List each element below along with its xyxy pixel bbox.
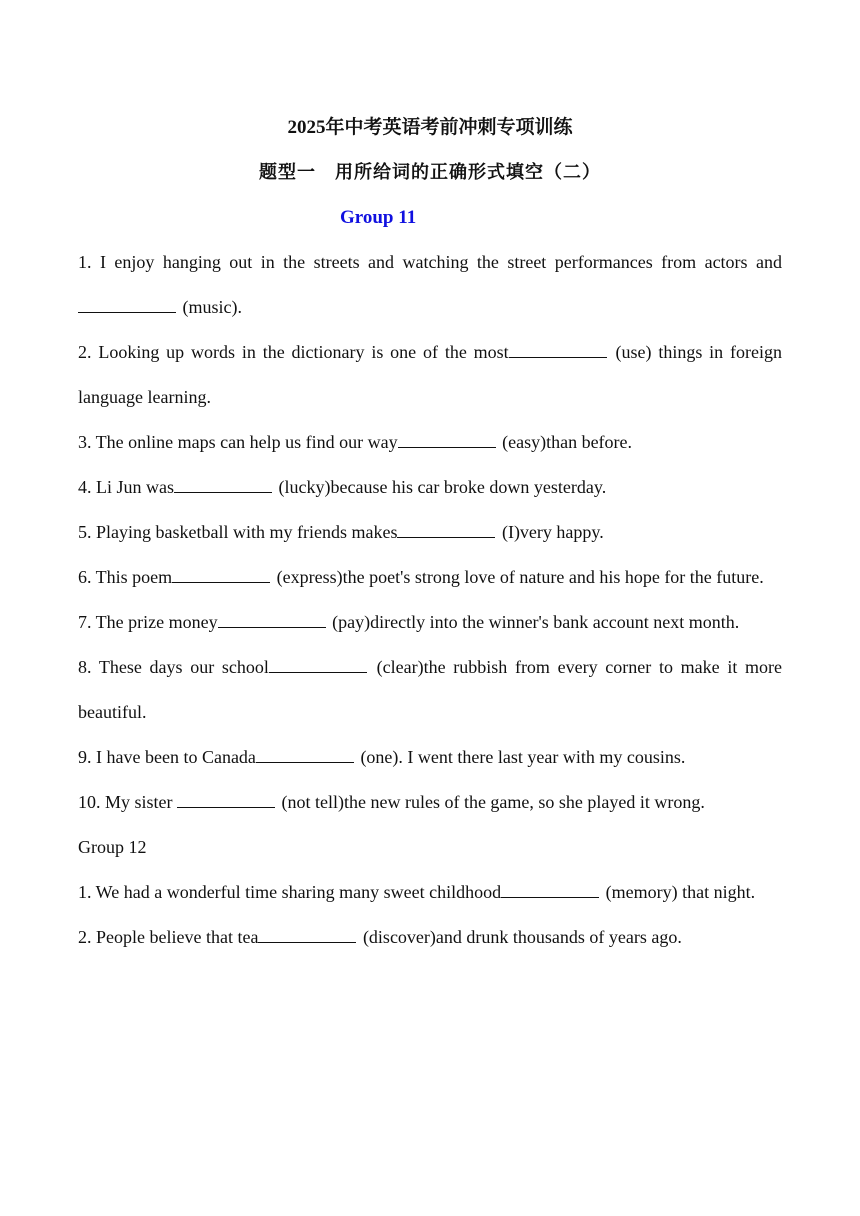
group-11-heading: Group 11 — [340, 207, 417, 228]
item-text: 1. I enjoy hanging out in the streets and watching the street performances from actors and — [78, 252, 782, 272]
item-hint: (memory) that night. — [601, 882, 756, 902]
answer-blank[interactable] — [397, 523, 495, 538]
exercise-item — [78, 600, 782, 645]
answer-blank[interactable] — [258, 928, 356, 943]
item-hint: (I)very happy. — [497, 522, 604, 542]
exercise-item — [78, 735, 782, 780]
item-hint: (clear)the rubbish from every corner to make it more beautiful. — [78, 657, 783, 722]
item-text: 4. Li Jun was — [78, 477, 174, 497]
page-title: 2025年中考英语考前冲刺专项训练 — [287, 117, 573, 138]
item-hint: (music). — [178, 297, 242, 317]
item-hint: (use) things in foreign language learning. — [78, 342, 782, 407]
answer-blank[interactable] — [78, 298, 176, 313]
item-text: 5. Playing basketball with my friends makes — [78, 522, 398, 542]
item-hint: (discover)and drunk thousands of years ago. — [358, 927, 682, 947]
answer-blank[interactable] — [174, 478, 272, 493]
answer-blank[interactable] — [256, 748, 354, 763]
exercise-list — [78, 240, 782, 960]
item-hint: (express)the poet's strong love of nature and his hope for the future. — [272, 567, 764, 587]
item-hint: (easy)than before. — [497, 432, 633, 452]
exercise-item — [78, 645, 782, 735]
item-text: 7. The prize money — [78, 612, 218, 632]
exercise-item — [78, 870, 782, 915]
item-hint: (one). I went there last year with my cousins. — [355, 747, 686, 767]
group-12-heading: Group 12 — [78, 837, 147, 857]
exercise-item — [78, 555, 782, 600]
exercise-item — [78, 420, 782, 465]
answer-blank[interactable] — [218, 613, 326, 628]
item-text: 10. My sister — [78, 792, 177, 812]
answer-blank[interactable] — [177, 793, 275, 808]
exercise-item — [78, 240, 782, 330]
exercise-item — [78, 915, 782, 960]
exercise-item — [78, 330, 782, 420]
exercise-item — [78, 510, 782, 555]
item-text: 9. I have been to Canada — [78, 747, 256, 767]
answer-blank[interactable] — [501, 883, 599, 898]
answer-blank[interactable] — [269, 658, 367, 673]
item-hint: (not tell)the new rules of the game, so she played it wrong. — [277, 792, 705, 812]
item-text: 2. Looking up words in the dictionary is one of the most — [78, 342, 509, 362]
page-subtitle: 题型一 用所给词的正确形式填空（二） — [259, 162, 601, 182]
item-text: 1. We had a wonderful time sharing many sweet childhood — [78, 882, 502, 902]
item-hint: (lucky)because his car broke down yesterday. — [274, 477, 607, 497]
item-text: 6. This poem — [78, 567, 173, 587]
item-text: 2. People believe that tea — [78, 927, 259, 947]
item-text: 8. These days our school — [78, 657, 269, 677]
answer-blank[interactable] — [509, 343, 607, 358]
exercise-item — [78, 465, 782, 510]
answer-blank[interactable] — [172, 568, 270, 583]
item-hint: (pay)directly into the winner's bank account next month. — [327, 612, 740, 632]
exercise-item — [78, 780, 782, 825]
answer-blank[interactable] — [398, 433, 496, 448]
item-text: 3. The online maps can help us find our way — [78, 432, 398, 452]
